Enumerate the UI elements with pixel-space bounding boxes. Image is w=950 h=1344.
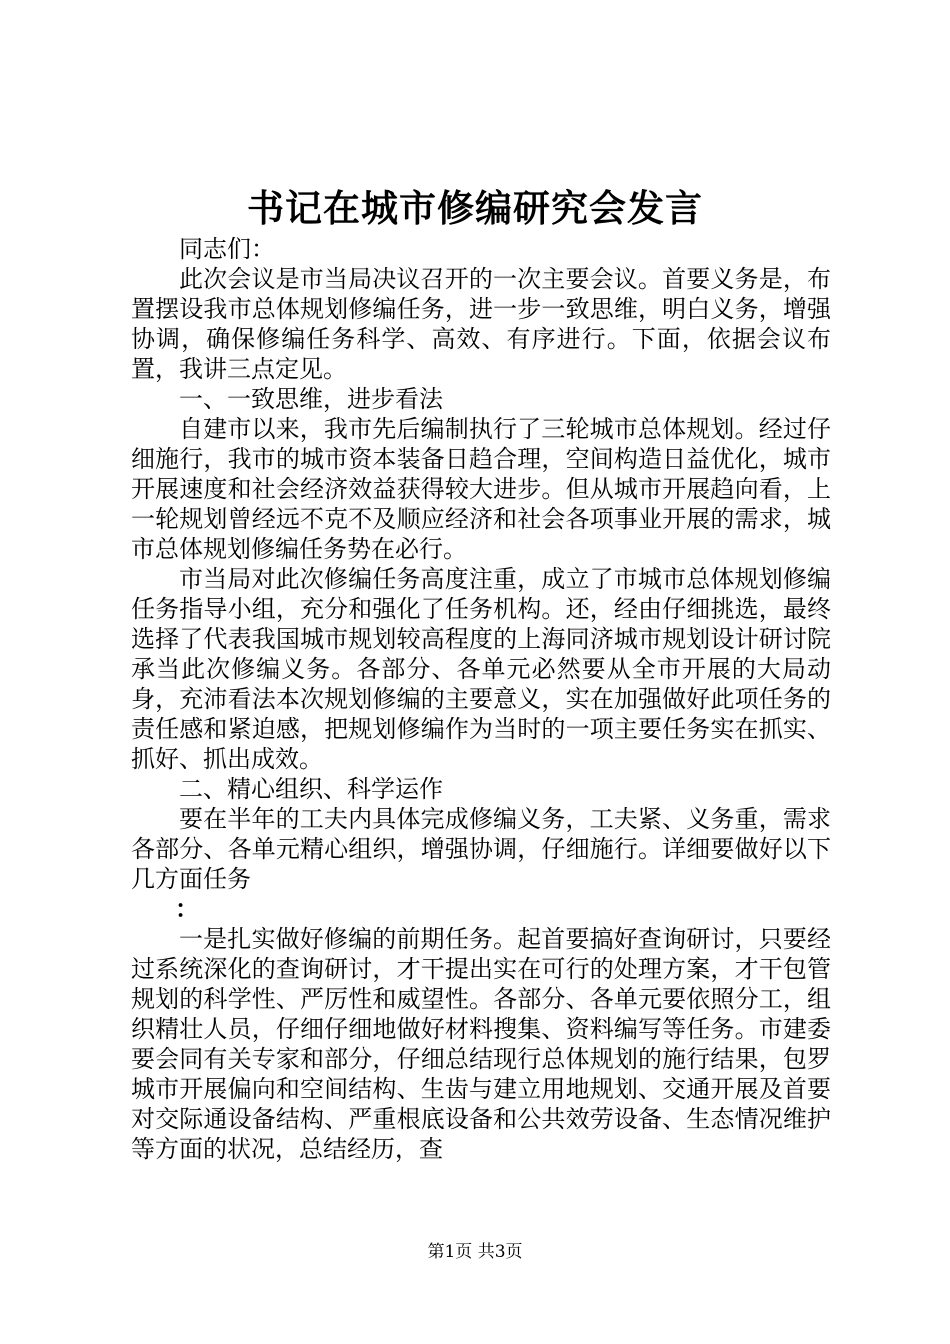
document-title: 书记在城市修编研究会发言 [247, 186, 703, 230]
salutation: 同志们： [179, 235, 275, 263]
body-paragraph: 市当局对此次修编任务高度注重，成立了市城市总体规划修编任务指导小组，充分和强化了任务机构。还，经由仔细挑选，最终选择了代表我国城市规划较高程度的上海同济城市规划设计研讨院承当此次修编义务。各部分、各单元必然要从全市开展的大局动身，充沛看法本次规划修编的主要意义，实在加强做好此项任务的责任感和紧迫感，把规划修编作为当时的一项主要任务实在抓实、抓好、抓出成效。 [131, 565, 831, 773]
body-paragraph: 自建市以来，我市先后编制执行了三轮城市总体规划。经过仔细施行，我市的城市资本装备日趋合理，空间构造日益优化，城市开展速度和社会经济效益获得较大进步。但从城市开展趋向看，上一轮规划曾经远不克不及顺应经济和社会各项事业开展的需求，城市总体规划修编任务势在必行。 [131, 415, 831, 563]
section-heading: 二、精心组织、科学运作 [179, 775, 443, 803]
body-paragraph: 此次会议是市当局决议召开的一次主要会议。首要义务是，布置摆设我市总体规划修编任务，进一步一致思维，明白义务，增强协调，确保修编任务科学、高效、有序进行。下面，依据会议布置，我讲三点定见。 [131, 265, 831, 383]
body-paragraph: 一是扎实做好修编的前期任务。起首要搞好查询研讨，只要经过系统深化的查询研讨，才干提出实在可行的处理方案，才干包管规划的科学性、严厉性和威望性。各部分、各单元要依照分工，组织精壮人员，仔细仔细地做好材料搜集、资料编写等任务。市建委要会同有关专家和部分，仔细总结现行总体规划的施行结果，包罗城市开展偏向和空间结构、生齿与建立用地规划、交通开展及首要对交际通设备结构、严重根底设备和公共效劳设备、生态情况维护等方面的状况，总结经历，查 [131, 925, 831, 1163]
document-body [131, 234, 831, 1164]
page-footer: 第1页 共3页 [427, 1242, 523, 1262]
body-paragraph: 要在半年的工夫内具体完成修编义务，工夫紧、义务重，需求各部分、各单元精心组织，增强协调，仔细施行。详细要做好以下几方面任务 [131, 805, 831, 893]
colon-line: ： [175, 894, 199, 923]
section-heading: 一、一致思维，进步看法 [179, 385, 443, 413]
